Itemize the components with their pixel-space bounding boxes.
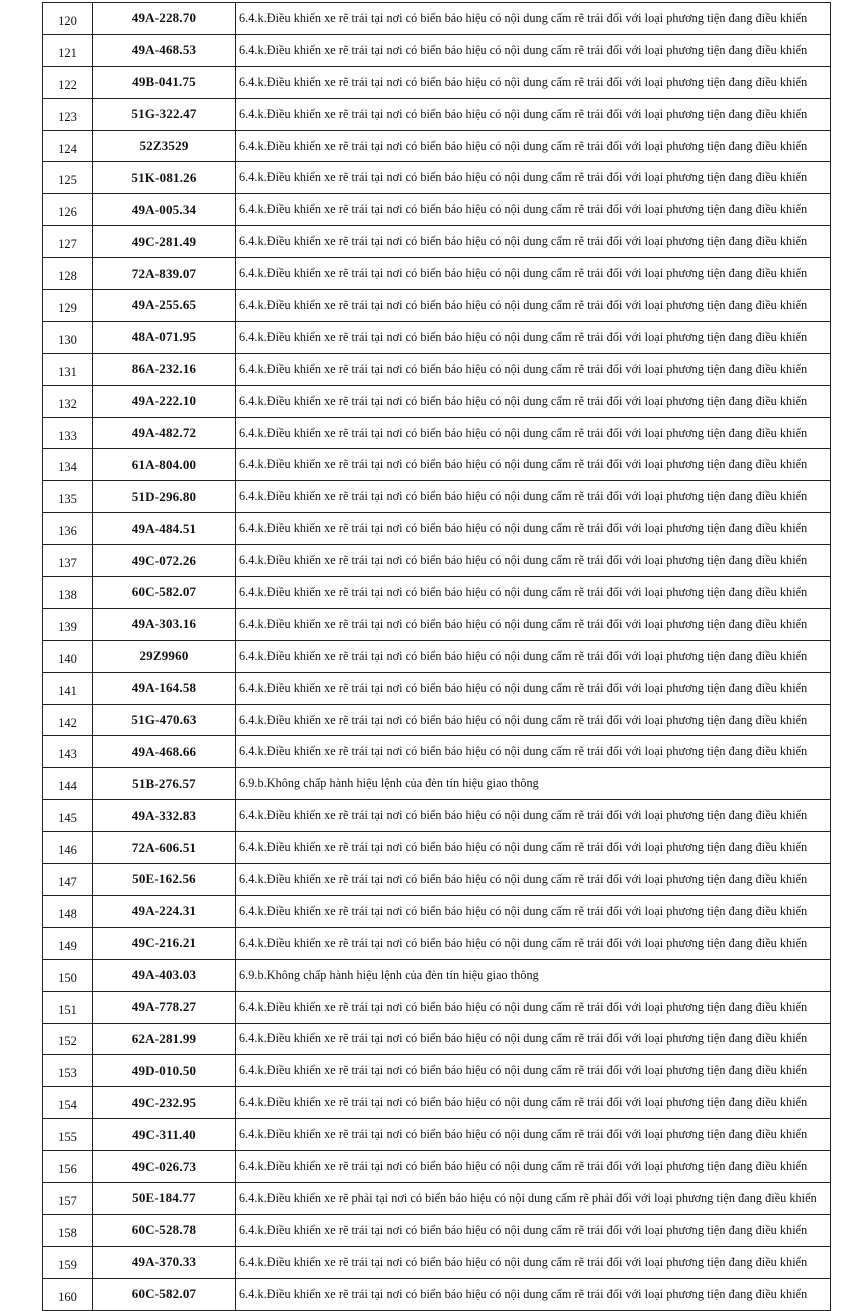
violation-description-cell: 6.4.k.Điều khiển xe rẽ trái tại nơi có biển báo hiệu có nội dung cấm rẽ trái đối với loại phương tiện đang điều khiển bbox=[236, 608, 831, 640]
table-row bbox=[43, 577, 831, 609]
violation-description-cell: 6.4.k.Điều khiển xe rẽ trái tại nơi có biển báo hiệu có nội dung cấm rẽ trái đối với loại phương tiện đang điều khiển bbox=[236, 545, 831, 577]
row-number-cell: 120 bbox=[43, 3, 93, 35]
license-plate-cell: 49C-311.40 bbox=[93, 1119, 236, 1151]
row-number-cell: 149 bbox=[43, 927, 93, 959]
license-plate-cell: 49A-403.03 bbox=[93, 959, 236, 991]
row-number-cell: 156 bbox=[43, 1151, 93, 1183]
license-plate-cell: 49C-281.49 bbox=[93, 226, 236, 258]
table-row bbox=[43, 864, 831, 896]
row-number-cell: 160 bbox=[43, 1278, 93, 1310]
license-plate-cell: 49A-255.65 bbox=[93, 290, 236, 322]
license-plate-cell: 49D-010.50 bbox=[93, 1055, 236, 1087]
violation-description-cell: 6.4.k.Điều khiển xe rẽ trái tại nơi có biển báo hiệu có nội dung cấm rẽ trái đối với loại phương tiện đang điều khiển bbox=[236, 417, 831, 449]
violation-description-cell: 6.4.k.Điều khiển xe rẽ trái tại nơi có biển báo hiệu có nội dung cấm rẽ trái đối với loại phương tiện đang điều khiển bbox=[236, 385, 831, 417]
table-row bbox=[43, 194, 831, 226]
license-plate-cell: 49A-482.72 bbox=[93, 417, 236, 449]
table-row bbox=[43, 3, 831, 35]
row-number-cell: 126 bbox=[43, 194, 93, 226]
table-row bbox=[43, 353, 831, 385]
violation-description-cell: 6.4.k.Điều khiển xe rẽ trái tại nơi có biển báo hiệu có nội dung cấm rẽ trái đối với loại phương tiện đang điều khiển bbox=[236, 290, 831, 322]
license-plate-cell: 72A-839.07 bbox=[93, 258, 236, 290]
violation-description-cell: 6.4.k.Điều khiển xe rẽ trái tại nơi có biển báo hiệu có nội dung cấm rẽ trái đối với loại phương tiện đang điều khiển bbox=[236, 1055, 831, 1087]
table-row bbox=[43, 290, 831, 322]
violation-description-cell: 6.4.k.Điều khiển xe rẽ trái tại nơi có biển báo hiệu có nội dung cấm rẽ trái đối với loại phương tiện đang điều khiển bbox=[236, 577, 831, 609]
license-plate-cell: 49A-303.16 bbox=[93, 608, 236, 640]
license-plate-cell: 51G-322.47 bbox=[93, 98, 236, 130]
row-number-cell: 140 bbox=[43, 640, 93, 672]
license-plate-cell: 72A-606.51 bbox=[93, 832, 236, 864]
violation-description-cell: 6.4.k.Điều khiển xe rẽ trái tại nơi có biển báo hiệu có nội dung cấm rẽ trái đối với loại phương tiện đang điều khiển bbox=[236, 481, 831, 513]
violation-description-cell: 6.4.k.Điều khiển xe rẽ trái tại nơi có biển báo hiệu có nội dung cấm rẽ trái đối với loại phương tiện đang điều khiển bbox=[236, 449, 831, 481]
license-plate-cell: 50E-184.77 bbox=[93, 1182, 236, 1214]
license-plate-cell: 50E-162.56 bbox=[93, 864, 236, 896]
table-row bbox=[43, 927, 831, 959]
row-number-cell: 129 bbox=[43, 290, 93, 322]
license-plate-cell: 49A-468.66 bbox=[93, 736, 236, 768]
table-row bbox=[43, 608, 831, 640]
license-plate-cell: 49A-778.27 bbox=[93, 991, 236, 1023]
violation-description-cell: 6.4.k.Điều khiển xe rẽ trái tại nơi có biển báo hiệu có nội dung cấm rẽ trái đối với loại phương tiện đang điều khiển bbox=[236, 513, 831, 545]
table-row bbox=[43, 449, 831, 481]
table-row bbox=[43, 895, 831, 927]
violation-description-cell: 6.4.k.Điều khiển xe rẽ trái tại nơi có biển báo hiệu có nội dung cấm rẽ trái đối với loại phương tiện đang điều khiển bbox=[236, 321, 831, 353]
table-row bbox=[43, 672, 831, 704]
license-plate-cell: 29Z9960 bbox=[93, 640, 236, 672]
violation-description-cell: 6.4.k.Điều khiển xe rẽ trái tại nơi có biển báo hiệu có nội dung cấm rẽ trái đối với loại phương tiện đang điều khiển bbox=[236, 130, 831, 162]
violation-description-cell: 6.4.k.Điều khiển xe rẽ trái tại nơi có biển báo hiệu có nội dung cấm rẽ trái đối với loại phương tiện đang điều khiển bbox=[236, 353, 831, 385]
row-number-cell: 137 bbox=[43, 545, 93, 577]
row-number-cell: 155 bbox=[43, 1119, 93, 1151]
row-number-cell: 145 bbox=[43, 800, 93, 832]
row-number-cell: 158 bbox=[43, 1214, 93, 1246]
license-plate-cell: 51K-081.26 bbox=[93, 162, 236, 194]
table-row bbox=[43, 1087, 831, 1119]
license-plate-cell: 49C-026.73 bbox=[93, 1151, 236, 1183]
violation-description-cell: 6.4.k.Điều khiển xe rẽ trái tại nơi có biển báo hiệu có nội dung cấm rẽ trái đối với loại phương tiện đang điều khiển bbox=[236, 3, 831, 35]
table-row bbox=[43, 130, 831, 162]
row-number-cell: 132 bbox=[43, 385, 93, 417]
license-plate-cell: 51G-470.63 bbox=[93, 704, 236, 736]
row-number-cell: 148 bbox=[43, 895, 93, 927]
row-number-cell: 133 bbox=[43, 417, 93, 449]
violation-description-cell: 6.4.k.Điều khiển xe rẽ trái tại nơi có biển báo hiệu có nội dung cấm rẽ trái đối với loại phương tiện đang điều khiển bbox=[236, 736, 831, 768]
table-row bbox=[43, 1278, 831, 1310]
violation-description-cell: 6.4.k.Điều khiển xe rẽ trái tại nơi có biển báo hiệu có nội dung cấm rẽ trái đối với loại phương tiện đang điều khiển bbox=[236, 672, 831, 704]
row-number-cell: 159 bbox=[43, 1246, 93, 1278]
table-row bbox=[43, 736, 831, 768]
table-row bbox=[43, 321, 831, 353]
table-row bbox=[43, 800, 831, 832]
violation-description-cell: 6.9.b.Không chấp hành hiệu lệnh của đèn tín hiệu giao thông bbox=[236, 768, 831, 800]
row-number-cell: 125 bbox=[43, 162, 93, 194]
row-number-cell: 157 bbox=[43, 1182, 93, 1214]
row-number-cell: 138 bbox=[43, 577, 93, 609]
row-number-cell: 127 bbox=[43, 226, 93, 258]
license-plate-cell: 49A-484.51 bbox=[93, 513, 236, 545]
table-row bbox=[43, 98, 831, 130]
table-row bbox=[43, 640, 831, 672]
table-row bbox=[43, 991, 831, 1023]
row-number-cell: 135 bbox=[43, 481, 93, 513]
violation-description-cell: 6.4.k.Điều khiển xe rẽ trái tại nơi có biển báo hiệu có nội dung cấm rẽ trái đối với loại phương tiện đang điều khiển bbox=[236, 895, 831, 927]
violation-description-cell: 6.4.k.Điều khiển xe rẽ trái tại nơi có biển báo hiệu có nội dung cấm rẽ trái đối với loại phương tiện đang điều khiển bbox=[236, 194, 831, 226]
license-plate-cell: 52Z3529 bbox=[93, 130, 236, 162]
violation-description-cell: 6.4.k.Điều khiển xe rẽ trái tại nơi có biển báo hiệu có nội dung cấm rẽ trái đối với loại phương tiện đang điều khiển bbox=[236, 226, 831, 258]
license-plate-cell: 49C-072.26 bbox=[93, 545, 236, 577]
violations-table bbox=[42, 2, 831, 1311]
row-number-cell: 146 bbox=[43, 832, 93, 864]
table-row bbox=[43, 1023, 831, 1055]
violation-description-cell: 6.4.k.Điều khiển xe rẽ trái tại nơi có biển báo hiệu có nội dung cấm rẽ trái đối với loại phương tiện đang điều khiển bbox=[236, 1087, 831, 1119]
row-number-cell: 154 bbox=[43, 1087, 93, 1119]
table-row bbox=[43, 1182, 831, 1214]
row-number-cell: 147 bbox=[43, 864, 93, 896]
table-row bbox=[43, 1151, 831, 1183]
table-row bbox=[43, 66, 831, 98]
license-plate-cell: 49A-332.83 bbox=[93, 800, 236, 832]
row-number-cell: 139 bbox=[43, 608, 93, 640]
violation-description-cell: 6.4.k.Điều khiển xe rẽ trái tại nơi có biển báo hiệu có nội dung cấm rẽ trái đối với loại phương tiện đang điều khiển bbox=[236, 1214, 831, 1246]
violation-description-cell: 6.4.k.Điều khiển xe rẽ trái tại nơi có biển báo hiệu có nội dung cấm rẽ trái đối với loại phương tiện đang điều khiển bbox=[236, 1151, 831, 1183]
table-row bbox=[43, 385, 831, 417]
table-row bbox=[43, 768, 831, 800]
license-plate-cell: 49C-216.21 bbox=[93, 927, 236, 959]
row-number-cell: 136 bbox=[43, 513, 93, 545]
row-number-cell: 122 bbox=[43, 66, 93, 98]
license-plate-cell: 51B-276.57 bbox=[93, 768, 236, 800]
license-plate-cell: 49A-370.33 bbox=[93, 1246, 236, 1278]
license-plate-cell: 49B-041.75 bbox=[93, 66, 236, 98]
table-row bbox=[43, 34, 831, 66]
table-row bbox=[43, 1214, 831, 1246]
table-row bbox=[43, 258, 831, 290]
license-plate-cell: 49A-164.58 bbox=[93, 672, 236, 704]
license-plate-cell: 49A-005.34 bbox=[93, 194, 236, 226]
violation-description-cell: 6.4.k.Điều khiển xe rẽ trái tại nơi có biển báo hiệu có nội dung cấm rẽ trái đối với loại phương tiện đang điều khiển bbox=[236, 66, 831, 98]
license-plate-cell: 60C-528.78 bbox=[93, 1214, 236, 1246]
row-number-cell: 141 bbox=[43, 672, 93, 704]
violation-description-cell: 6.4.k.Điều khiển xe rẽ trái tại nơi có biển báo hiệu có nội dung cấm rẽ trái đối với loại phương tiện đang điều khiển bbox=[236, 640, 831, 672]
violation-description-cell: 6.4.k.Điều khiển xe rẽ trái tại nơi có biển báo hiệu có nội dung cấm rẽ trái đối với loại phương tiện đang điều khiển bbox=[236, 162, 831, 194]
violation-description-cell: 6.4.k.Điều khiển xe rẽ trái tại nơi có biển báo hiệu có nội dung cấm rẽ trái đối với loại phương tiện đang điều khiển bbox=[236, 927, 831, 959]
violation-description-cell: 6.4.k.Điều khiển xe rẽ trái tại nơi có biển báo hiệu có nội dung cấm rẽ trái đối với loại phương tiện đang điều khiển bbox=[236, 832, 831, 864]
violation-description-cell: 6.4.k.Điều khiển xe rẽ trái tại nơi có biển báo hiệu có nội dung cấm rẽ trái đối với loại phương tiện đang điều khiển bbox=[236, 1278, 831, 1310]
violation-description-cell: 6.4.k.Điều khiển xe rẽ trái tại nơi có biển báo hiệu có nội dung cấm rẽ trái đối với loại phương tiện đang điều khiển bbox=[236, 1246, 831, 1278]
license-plate-cell: 49A-224.31 bbox=[93, 895, 236, 927]
license-plate-cell: 61A-804.00 bbox=[93, 449, 236, 481]
table-row bbox=[43, 959, 831, 991]
row-number-cell: 128 bbox=[43, 258, 93, 290]
row-number-cell: 144 bbox=[43, 768, 93, 800]
violation-description-cell: 6.4.k.Điều khiển xe rẽ trái tại nơi có biển báo hiệu có nội dung cấm rẽ trái đối với loại phương tiện đang điều khiển bbox=[236, 991, 831, 1023]
row-number-cell: 150 bbox=[43, 959, 93, 991]
violation-description-cell: 6.9.b.Không chấp hành hiệu lệnh của đèn tín hiệu giao thông bbox=[236, 959, 831, 991]
violation-description-cell: 6.4.k.Điều khiển xe rẽ trái tại nơi có biển báo hiệu có nội dung cấm rẽ trái đối với loại phương tiện đang điều khiển bbox=[236, 1119, 831, 1151]
table-row bbox=[43, 1119, 831, 1151]
license-plate-cell: 86A-232.16 bbox=[93, 353, 236, 385]
license-plate-cell: 49A-222.10 bbox=[93, 385, 236, 417]
table-row bbox=[43, 1246, 831, 1278]
license-plate-cell: 60C-582.07 bbox=[93, 577, 236, 609]
violations-table-body bbox=[43, 3, 831, 1311]
license-plate-cell: 48A-071.95 bbox=[93, 321, 236, 353]
license-plate-cell: 51D-296.80 bbox=[93, 481, 236, 513]
table-row bbox=[43, 1055, 831, 1087]
row-number-cell: 134 bbox=[43, 449, 93, 481]
license-plate-cell: 62A-281.99 bbox=[93, 1023, 236, 1055]
row-number-cell: 153 bbox=[43, 1055, 93, 1087]
row-number-cell: 152 bbox=[43, 1023, 93, 1055]
license-plate-cell: 49A-228.70 bbox=[93, 3, 236, 35]
violation-description-cell: 6.4.k.Điều khiển xe rẽ trái tại nơi có biển báo hiệu có nội dung cấm rẽ trái đối với loại phương tiện đang điều khiển bbox=[236, 800, 831, 832]
violation-description-cell: 6.4.k.Điều khiển xe rẽ trái tại nơi có biển báo hiệu có nội dung cấm rẽ trái đối với loại phương tiện đang điều khiển bbox=[236, 1023, 831, 1055]
table-row bbox=[43, 545, 831, 577]
license-plate-cell: 49C-232.95 bbox=[93, 1087, 236, 1119]
table-row bbox=[43, 513, 831, 545]
row-number-cell: 131 bbox=[43, 353, 93, 385]
row-number-cell: 130 bbox=[43, 321, 93, 353]
row-number-cell: 142 bbox=[43, 704, 93, 736]
table-row bbox=[43, 162, 831, 194]
row-number-cell: 151 bbox=[43, 991, 93, 1023]
table-row bbox=[43, 481, 831, 513]
table-row bbox=[43, 417, 831, 449]
row-number-cell: 123 bbox=[43, 98, 93, 130]
license-plate-cell: 60C-582.07 bbox=[93, 1278, 236, 1310]
row-number-cell: 124 bbox=[43, 130, 93, 162]
row-number-cell: 121 bbox=[43, 34, 93, 66]
violation-description-cell: 6.4.k.Điều khiển xe rẽ phải tại nơi có biển báo hiệu có nội dung cấm rẽ phải đối với loại phương tiện đang điều khiển bbox=[236, 1182, 831, 1214]
table-row bbox=[43, 704, 831, 736]
violation-description-cell: 6.4.k.Điều khiển xe rẽ trái tại nơi có biển báo hiệu có nội dung cấm rẽ trái đối với loại phương tiện đang điều khiển bbox=[236, 98, 831, 130]
violation-description-cell: 6.4.k.Điều khiển xe rẽ trái tại nơi có biển báo hiệu có nội dung cấm rẽ trái đối với loại phương tiện đang điều khiển bbox=[236, 258, 831, 290]
row-number-cell: 143 bbox=[43, 736, 93, 768]
violation-description-cell: 6.4.k.Điều khiển xe rẽ trái tại nơi có biển báo hiệu có nội dung cấm rẽ trái đối với loại phương tiện đang điều khiển bbox=[236, 704, 831, 736]
table-row bbox=[43, 226, 831, 258]
table-row bbox=[43, 832, 831, 864]
violation-description-cell: 6.4.k.Điều khiển xe rẽ trái tại nơi có biển báo hiệu có nội dung cấm rẽ trái đối với loại phương tiện đang điều khiển bbox=[236, 34, 831, 66]
violation-description-cell: 6.4.k.Điều khiển xe rẽ trái tại nơi có biển báo hiệu có nội dung cấm rẽ trái đối với loại phương tiện đang điều khiển bbox=[236, 864, 831, 896]
license-plate-cell: 49A-468.53 bbox=[93, 34, 236, 66]
